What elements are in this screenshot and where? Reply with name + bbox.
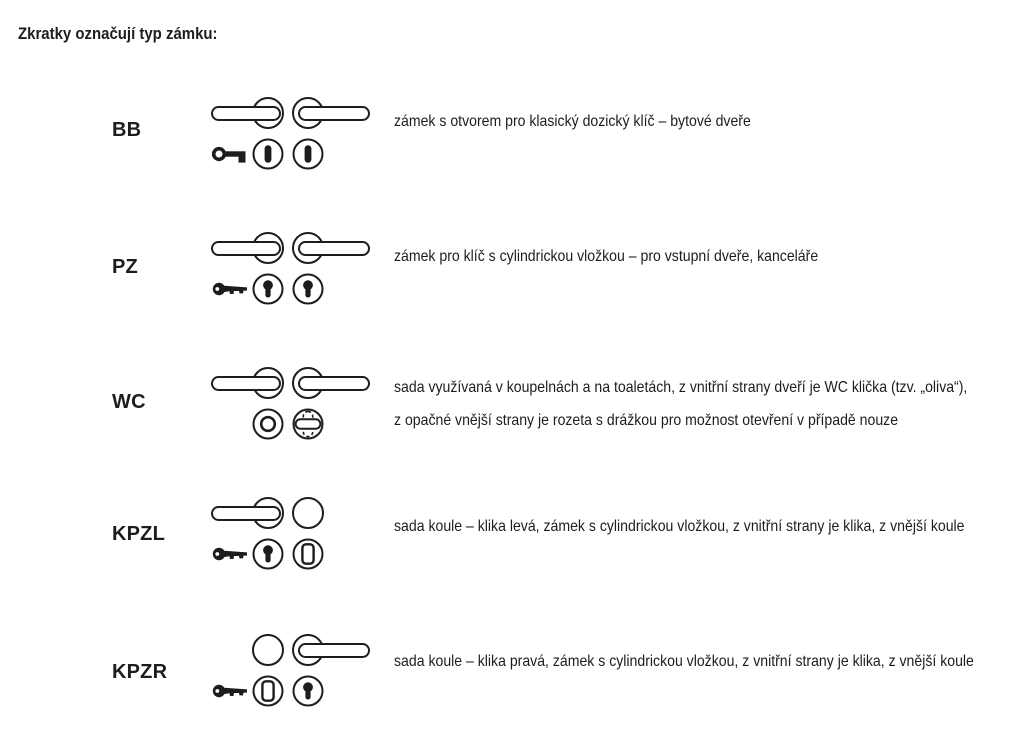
blind-rosette-icon <box>294 540 323 569</box>
classic-bit-key-icon <box>214 149 246 163</box>
lever-handle-right-icon <box>293 98 369 128</box>
blind-rosette-icon <box>254 677 283 706</box>
pz-keyhole-rosette-icon <box>254 540 283 569</box>
lock-description-bb <box>394 112 751 132</box>
pz-keyhole-rosette-icon <box>294 275 323 304</box>
description-line: z opačné vnější strany je rozeta s drážkou pro možnost otevření v případě nouze <box>394 412 899 429</box>
description-line: sada využívaná v koupelnách a na toaletách, z vnitřní strany dveří je WC klička (tzv. „oliva“), <box>394 379 968 396</box>
lever-handle-right-icon <box>293 635 369 665</box>
bb-keyhole-rosette-icon <box>294 140 323 169</box>
lock-description-kpzl <box>394 517 964 537</box>
description-line: zámek s otvorem pro klasický dozický klíč – bytové dveře <box>394 113 751 130</box>
description-line: sada koule – klika levá, zámek s cylindrickou vložkou, z vnitřní strany je klika, z vnější koule <box>394 518 965 535</box>
lock-code-wc: WC <box>112 391 146 413</box>
page-title: Zkratky označují typ zámku: <box>18 24 218 43</box>
lever-handle-left-icon <box>212 498 283 528</box>
description-line: zámek pro klíč s cylindrickou vložkou – pro vstupní dveře, kanceláře <box>394 248 819 265</box>
lockset-diagram-bb <box>202 95 377 175</box>
lock-code-pz: PZ <box>112 256 138 278</box>
cylinder-key-icon <box>213 283 247 295</box>
lock-code-kpzl: KPZL <box>112 523 166 545</box>
slotted-rosette-icon <box>254 410 283 439</box>
lockset-diagram-wc <box>202 365 377 445</box>
lever-handle-right-icon <box>293 233 369 263</box>
lockset-diagram-kpzr <box>202 632 377 712</box>
bb-keyhole-rosette-icon <box>254 140 283 169</box>
lock-description-pz <box>394 247 818 267</box>
wc-thumbturn-oliva-icon <box>294 410 323 439</box>
cylinder-key-icon <box>213 685 247 697</box>
pz-keyhole-rosette-icon <box>254 275 283 304</box>
lever-handle-right-icon <box>293 368 369 398</box>
lock-description-wc <box>394 371 967 437</box>
lock-code-bb: BB <box>112 119 142 141</box>
lever-handle-left-icon <box>212 368 283 398</box>
description-line: sada koule – klika pravá, zámek s cylindrickou vložkou, z vnitřní strany je klika, z vnější koule <box>394 653 974 670</box>
lockset-diagram-pz <box>202 230 377 310</box>
lever-handle-left-icon <box>212 233 283 263</box>
door-knob-icon <box>293 498 323 528</box>
door-knob-icon <box>253 635 283 665</box>
lockset-diagram-kpzl <box>202 495 377 575</box>
lever-handle-left-icon <box>212 98 283 128</box>
lock-code-kpzr: KPZR <box>112 661 168 683</box>
pz-keyhole-rosette-icon <box>294 677 323 706</box>
cylinder-key-icon <box>213 548 247 560</box>
lock-description-kpzr <box>394 652 974 672</box>
